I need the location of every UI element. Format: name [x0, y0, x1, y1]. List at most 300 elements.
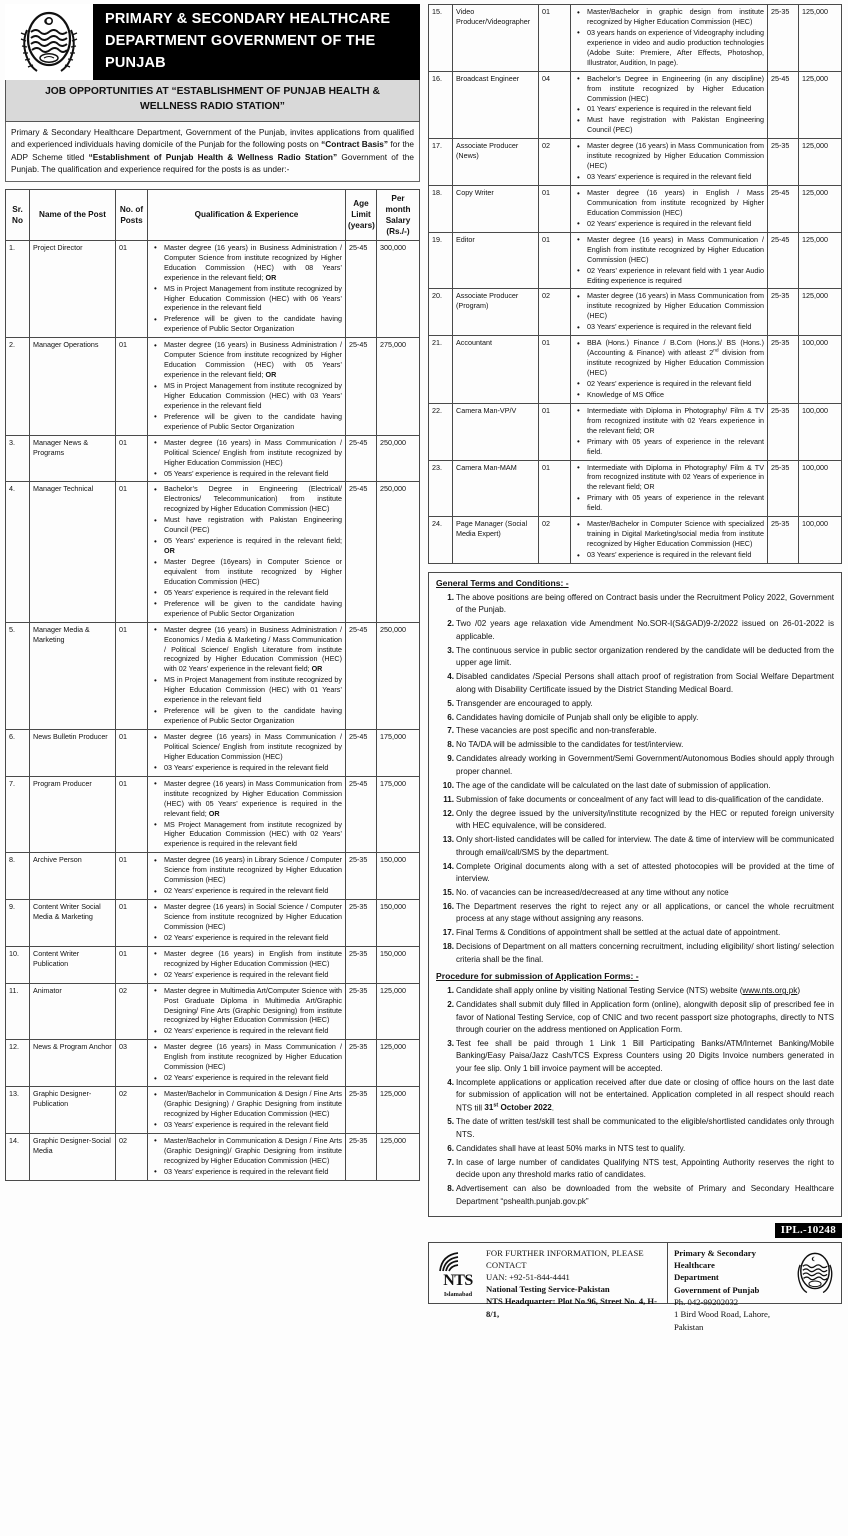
intro-paragraph: Primary & Secondary Healthcare Department, Government of the Punjab, invites applications from qualified and experienced individuals having domicile of the Punjab for the following posts on “Contract Basis” for the ADP Scheme titled “Establishment of Punjab Health & Wellness Radio Station” Government of the Punjab. The qualification and experience required for the posts is as under:- — [5, 122, 420, 182]
jobs-table-body-right — [429, 5, 842, 564]
table-row — [429, 186, 842, 233]
qualification-item: • Master degree (16 years) in Mass Communication / Political Science/ English from institute recognized by Higher Education Commission (HEC) — [162, 732, 342, 762]
qualification-item: • 03 Years’ experience is required in the relevant field — [162, 1167, 342, 1177]
qualification-item: • Master Degree (16years) in Computer Science or equivalent from institute recognized by Higher Education Commission (HEC) — [162, 557, 342, 587]
qualification-item: • 01 Years’ experience is required in the relevant field — [585, 104, 764, 114]
list-item: Transgender are encouraged to apply. — [456, 698, 593, 708]
cell-sr-no: 6. — [6, 730, 30, 777]
cell-salary: 125,000 — [377, 1087, 420, 1134]
qualification-item: • 03 Years’ experience is required in the relevant field — [585, 172, 764, 182]
cell-post-name: Camera Man-VP/V — [453, 403, 539, 460]
qualification-list — [574, 406, 764, 457]
cell-qualification — [148, 1040, 346, 1087]
header-title-line2: DEPARTMENT GOVERNMENT OF THE PUNJAB — [105, 33, 376, 71]
cell-no-of-posts: 02 — [116, 1133, 148, 1180]
cell-age-limit: 25-45 — [768, 186, 799, 233]
cell-no-of-posts: 01 — [539, 403, 571, 460]
list-item: The Department reserves the right to reject any or all applications, or cancel the whole recruitment process at any stage without assigning any reasons. — [456, 901, 834, 924]
cell-post-name: Program Producer — [30, 776, 116, 853]
cell-salary: 125,000 — [799, 186, 842, 233]
cell-post-name: News & Program Anchor — [30, 1040, 116, 1087]
cell-age-limit: 25-35 — [768, 336, 799, 404]
qualification-item: • BBA (Hons.) Finance / B.Com (Hons.)/ BS (Hons.) (Accounting & Finance) with atleast 2nd division from institute recognized by Higher Education Commission (HEC) — [585, 338, 764, 378]
header-titles — [93, 4, 420, 80]
cell-post-name: Page Manager (Social Media Expert) — [453, 517, 539, 564]
cell-no-of-posts: 01 — [116, 946, 148, 983]
cell-age-limit: 25-45 — [346, 776, 377, 853]
table-row — [6, 946, 420, 983]
table-row — [6, 776, 420, 853]
cell-sr-no: 18. — [429, 186, 453, 233]
cell-sr-no: 15. — [429, 5, 453, 72]
table-row — [429, 403, 842, 460]
qualification-item: • Master degree (16 years) in Mass Communication from institute recognized by Higher Education Commission (HEC) with 05 Years’ experience is required in the relevant field; OR — [162, 779, 342, 819]
table-row — [429, 71, 842, 139]
ipl-number-badge: IPL.-10248 — [775, 1223, 842, 1238]
qualification-item: • Master/Bachelor in graphic design from institute recognized by Higher Education Commission (HEC) — [585, 7, 764, 27]
qualification-item: • Preference will be given to the candidate having experience of Public Sector Organization — [162, 706, 342, 726]
contact-heading: FOR FURTHER INFORMATION, PLEASE CONTACT — [486, 1247, 644, 1270]
cell-sr-no: 22. — [429, 403, 453, 460]
table-row — [429, 517, 842, 564]
qualification-item: • MS in Project Management from institute recognized by Higher Education Commission (HEC) with 01 Years’ experience in the relevant field — [162, 675, 342, 705]
table-header-row — [6, 189, 420, 240]
nts-contact-block — [429, 1243, 668, 1319]
qualification-list — [151, 779, 342, 850]
cell-salary: 125,000 — [799, 139, 842, 186]
qualification-item: • Master degree (16 years) in Social Science / Computer Science from institute recognized by Higher Education Commission (HEC) — [162, 902, 342, 932]
qualification-list — [151, 625, 342, 726]
cell-salary: 100,000 — [799, 336, 842, 404]
dept-line1: Primary & Secondary Healthcare — [673, 1247, 756, 1270]
cell-age-limit: 25-35 — [346, 900, 377, 947]
qualification-item: • Intermediate with Diploma in Photography/ Film & TV from recognized institute with 02 Years of experience in the relevant field; OR — [585, 463, 764, 493]
cell-salary: 125,000 — [799, 71, 842, 139]
general-terms-list — [436, 592, 834, 966]
cell-no-of-posts: 01 — [116, 776, 148, 853]
qualification-item: • 02 Years’ experience is required in the relevant field — [162, 933, 342, 943]
cell-salary: 250,000 — [377, 435, 420, 482]
cell-qualification — [148, 435, 346, 482]
qualification-item: • MS Project Management from institute recognized by Higher Education Commission (HEC) with 02 Years’ experience is required in the relevant field — [162, 820, 342, 850]
cell-qualification — [148, 946, 346, 983]
qualification-item: • Master degree (16 years) in Mass Communication from institute recognized by Higher Education Commission (HEC) — [585, 291, 764, 321]
column-header-qualification: Qualification & Experience — [148, 189, 346, 240]
cell-age-limit: 25-35 — [768, 139, 799, 186]
qualification-list — [151, 1136, 342, 1177]
cell-salary: 100,000 — [799, 460, 842, 517]
cell-salary: 275,000 — [377, 338, 420, 435]
qualification-list — [574, 338, 764, 400]
department-contact-text — [673, 1247, 792, 1332]
jobs-table-body-left — [6, 240, 420, 1180]
qualification-item: • Bachelor’s Degree in Engineering (in any discipline) from institute recognized by Higher Education Commission (HEC) — [585, 74, 764, 104]
table-row — [429, 336, 842, 404]
punjab-government-emblem-footer-icon — [792, 1247, 838, 1300]
nts-city-label: Islamabad — [443, 1290, 473, 1298]
ipl-number-wrapper — [428, 1220, 842, 1238]
qualification-list — [574, 235, 764, 286]
qualification-list — [151, 484, 342, 618]
cell-no-of-posts: 01 — [539, 460, 571, 517]
cell-sr-no: 2. — [6, 338, 30, 435]
table-row — [6, 853, 420, 900]
cell-sr-no: 3. — [6, 435, 30, 482]
cell-post-name: Associate Producer (Program) — [453, 289, 539, 336]
cell-qualification — [571, 232, 768, 289]
list-item: The age of the candidate will be calculated on the last date of submission of application. — [456, 780, 771, 790]
table-row — [6, 435, 420, 482]
cell-qualification — [148, 338, 346, 435]
qualification-item: • 03 Years’ experience is required in the relevant field — [162, 763, 342, 773]
qualification-item: • Preference will be given to the candidate having experience of Public Sector Organization — [162, 314, 342, 334]
qualification-item: • 05 Years’ experience is required in the relevant field — [162, 588, 342, 598]
cell-no-of-posts: 01 — [116, 622, 148, 729]
qualification-list — [574, 463, 764, 514]
qualification-list — [151, 243, 342, 334]
cell-age-limit: 25-35 — [346, 1133, 377, 1180]
list-item: Final Terms & Conditions of appointment shall be settled at the actual date of appointment. — [456, 928, 781, 938]
cell-qualification — [148, 900, 346, 947]
nts-contact-text — [484, 1247, 664, 1320]
cell-no-of-posts: 01 — [116, 482, 148, 622]
cell-qualification — [148, 853, 346, 900]
qualification-list — [574, 291, 764, 332]
cell-qualification — [148, 730, 346, 777]
cell-qualification — [148, 1087, 346, 1134]
qualification-item: • Knowledge of MS Office — [585, 390, 764, 400]
cell-age-limit: 25-45 — [768, 71, 799, 139]
list-item: These vacancies are post specific and non-transferable. — [456, 726, 657, 736]
cell-salary: 175,000 — [377, 730, 420, 777]
nts-wordmark: NTS — [443, 1271, 473, 1289]
list-item: Only short-listed candidates will be called for interview. The date & time of interview will be communicated through email/call/SMS by the department. — [456, 835, 834, 857]
qualification-item: • Primary with 05 years of experience in the relevant field. — [585, 437, 764, 457]
qualification-list — [151, 986, 342, 1037]
qualification-list — [574, 74, 764, 136]
list-item: Advertisement can also be downloaded from the website of Primary and Secondary Healthcare Department “pshealth.punjab.gov.pk” — [456, 1184, 834, 1206]
cell-qualification — [148, 622, 346, 729]
qualification-item: • Preference will be given to the candidate having experience of Public Sector Organization — [162, 412, 342, 432]
cell-qualification — [571, 403, 768, 460]
dept-address: 1 Bird Wood Road, Lahore, Pakistan — [673, 1309, 771, 1332]
cell-qualification — [571, 336, 768, 404]
table-row — [6, 1133, 420, 1180]
table-row — [6, 900, 420, 947]
cell-age-limit: 25-35 — [346, 853, 377, 900]
cell-salary: 100,000 — [799, 403, 842, 460]
list-item: Only the degree issued by the university/institute recognized by the HEC or reputed foreign university with HEC equivalence, will be considered. — [456, 808, 834, 831]
qualification-item: • MS in Project Management from institute recognized by Higher Education Commission (HEC) with 06 Years’ experience in the relevant field — [162, 284, 342, 314]
cell-qualification — [571, 289, 768, 336]
qualification-item: • 05 Years’ experience is required in the relevant field — [162, 469, 342, 479]
table-row — [429, 232, 842, 289]
qualification-item: • Master/Bachelor in Communication & Design / Fine Arts (Graphic Designing)/ Graphic Designing from institute recognized by Higher Education Commission (HEC) — [162, 1136, 342, 1166]
table-row — [6, 1087, 420, 1134]
list-item: The date of written test/skill test shall be communicated to the eligible/shortlisted candidates only through NTS. — [456, 1117, 834, 1139]
qualification-item: • MS in Project Management from institute recognized by Higher Education Commission (HEC) with 03 Years’ experience in the relevant field — [162, 381, 342, 411]
qualification-list — [151, 732, 342, 773]
cell-age-limit: 25-35 — [768, 403, 799, 460]
cell-post-name: Archive Person — [30, 853, 116, 900]
table-row — [6, 983, 420, 1040]
cell-post-name: Animator — [30, 983, 116, 1040]
document-header — [5, 4, 420, 80]
cell-no-of-posts: 02 — [539, 289, 571, 336]
qualification-item: • Master degree (16 years) in Mass Communication / English from institute recognized by Higher Education Commission (HEC) — [585, 235, 764, 265]
cell-salary: 150,000 — [377, 853, 420, 900]
qualification-item: • Must have registration with Pakistan Engineering Council (PEC) — [585, 115, 764, 135]
qualification-item: • Master degree (16 years) in Mass Communication from institute recognized by Higher Education Commission (HEC) — [585, 141, 764, 171]
qualification-item: • Intermediate with Diploma in Photography/ Film & TV from recognized institute with 02 Years experience in the relevant field; OR — [585, 406, 764, 436]
qualification-item: • 02 Years’ experience is required in the relevant field — [585, 219, 764, 229]
terms-and-procedure-box — [428, 572, 842, 1217]
cell-age-limit: 25-35 — [346, 983, 377, 1040]
cell-no-of-posts: 02 — [539, 139, 571, 186]
cell-qualification — [571, 517, 768, 564]
column-header-no-posts: No. of Posts — [116, 189, 148, 240]
qualification-item: • Master degree (16 years) in Mass Communication / Political Science/ English from institute recognized by Higher Education Commission (HEC) — [162, 438, 342, 468]
cell-age-limit: 25-35 — [768, 517, 799, 564]
cell-sr-no: 13. — [6, 1087, 30, 1134]
cell-salary: 300,000 — [377, 240, 420, 337]
cell-age-limit: 25-45 — [346, 622, 377, 729]
nts-uan: UAN: +92-51-844-4441 — [486, 1271, 570, 1282]
cell-age-limit: 25-45 — [346, 482, 377, 622]
list-item: No TA/DA will be admissible to the candidates for test/interview. — [456, 740, 684, 750]
qualification-item: • Primary with 05 years of experience in the relevant field. — [585, 493, 764, 513]
nts-signal-icon — [436, 1251, 480, 1273]
qualification-list — [151, 949, 342, 980]
cell-age-limit: 25-35 — [768, 289, 799, 336]
cell-sr-no: 21. — [429, 336, 453, 404]
qualification-item: • 02 Years’ experience is required in the relevant field — [162, 1026, 342, 1036]
list-item: Two /02 years age relaxation vide Amendment No.SOR-I(S&GAD)9-2/2022 issued on 26-01-2022 is applicable. — [456, 619, 834, 641]
nts-address: NTS Headquarter: Plot No.96, Street No. 4, H-8/1, — [486, 1296, 657, 1319]
qualification-item: • Bachelor’s Degree in Engineering (Electrical/ Electronics/ Telecommunication) from institute recognized by Higher Education Commission (HEC) — [162, 484, 342, 514]
table-row — [6, 338, 420, 435]
table-row — [6, 730, 420, 777]
cell-post-name: Broadcast Engineer — [453, 71, 539, 139]
department-contact-block — [668, 1243, 841, 1332]
procedure-list — [436, 985, 834, 1208]
cell-qualification — [571, 186, 768, 233]
table-row — [429, 5, 842, 72]
cell-sr-no: 5. — [6, 622, 30, 729]
cell-sr-no: 11. — [6, 983, 30, 1040]
cell-sr-no: 10. — [6, 946, 30, 983]
header-title-line1: PRIMARY & SECONDARY HEALTHCARE — [105, 11, 391, 28]
cell-post-name: Content Writer Social Media & Marketing — [30, 900, 116, 947]
column-header-age-limit: Age Limit (years) — [346, 189, 377, 240]
cell-qualification — [148, 1133, 346, 1180]
qualification-item: • 03 Years’ experience is required in the relevant field — [585, 322, 764, 332]
cell-sr-no: 17. — [429, 139, 453, 186]
cell-post-name: Accountant — [453, 336, 539, 404]
cell-post-name: Copy Writer — [453, 186, 539, 233]
qualification-list — [151, 1042, 342, 1083]
cell-no-of-posts: 01 — [116, 900, 148, 947]
cell-salary: 125,000 — [799, 5, 842, 72]
cell-no-of-posts: 01 — [116, 435, 148, 482]
table-row — [6, 1040, 420, 1087]
qualification-item: • Master degree (16 years) in Business Administration / Computer Science from institute recognized by Higher Education Commission (HEC) with 05 Years’ experience in the relevant field; OR — [162, 340, 342, 380]
cell-no-of-posts: 01 — [539, 186, 571, 233]
cell-sr-no: 19. — [429, 232, 453, 289]
cell-age-limit: 25-35 — [346, 1087, 377, 1134]
table-row — [429, 139, 842, 186]
cell-qualification — [148, 240, 346, 337]
nts-logo — [432, 1247, 484, 1298]
qualification-item: • 02 Years’ experience is required in the relevant field — [162, 970, 342, 980]
qualification-item: • 03 Years’ experience is required in the relevant field — [162, 1120, 342, 1130]
jobs-table-part1 — [5, 189, 420, 1181]
job-opportunities-banner: JOB OPPORTUNITIES AT “ESTABLISHMENT OF PUNJAB HEALTH & WELLNESS RADIO STATION” — [5, 80, 420, 122]
list-item: The above positions are being offered on Contract basis under the Recruitment Policy 2022, Government of the Punjab. — [456, 592, 834, 615]
qualification-item: • Master degree (16 years) in Mass Communication / English from institute recognized by Higher Education Commission (HEC) — [162, 1042, 342, 1072]
cell-salary: 150,000 — [377, 900, 420, 947]
qualification-list — [574, 7, 764, 68]
cell-qualification — [571, 71, 768, 139]
cell-age-limit: 25-45 — [346, 240, 377, 337]
list-item: Incomplete applications or application received after due date or closing of office hours on the last date for submission of application will not be entertained. Application completed in all respect should reach NTS till 31st October 2022. — [456, 1077, 834, 1113]
cell-sr-no: 16. — [429, 71, 453, 139]
cell-no-of-posts: 01 — [116, 853, 148, 900]
qualification-item: • Master degree (16 years) in English / Mass Communication from institute recognized by Higher Education Commission (HEC) — [585, 188, 764, 218]
qualification-list — [574, 519, 764, 560]
cell-post-name: Graphic Designer-Social Media — [30, 1133, 116, 1180]
list-item: Decisions of Department on all matters concerning recruitment, including eligibility/ short listing/ selection criteria shall be the final. — [456, 942, 834, 964]
general-terms-title: General Terms and Conditions: - — [436, 577, 569, 588]
cell-qualification — [571, 460, 768, 517]
cell-post-name: News Bulletin Producer — [30, 730, 116, 777]
cell-no-of-posts: 02 — [116, 1087, 148, 1134]
cell-post-name: Manager Technical — [30, 482, 116, 622]
dept-phone: Ph. 042-99202032 — [673, 1296, 739, 1307]
cell-no-of-posts: 01 — [116, 338, 148, 435]
qualification-list — [574, 188, 764, 229]
cell-sr-no: 7. — [6, 776, 30, 853]
cell-sr-no: 9. — [6, 900, 30, 947]
cell-salary: 125,000 — [799, 232, 842, 289]
qualification-list — [151, 340, 342, 431]
cell-qualification — [148, 983, 346, 1040]
procedure-title: Procedure for submission of Application Forms: - — [436, 971, 639, 982]
cell-salary: 150,000 — [377, 946, 420, 983]
qualification-item: • Master degree (16 years) in Business Administration / Economics / Media & Marketing / Mass Communication / Political Science/ English Literature from institute recognized by Higher Education Commission (HEC) with 02 Years’ experience in the relevant field; OR — [162, 625, 342, 675]
cell-sr-no: 24. — [429, 517, 453, 564]
cell-sr-no: 23. — [429, 460, 453, 517]
cell-sr-no: 20. — [429, 289, 453, 336]
list-item: Candidates already working in Government/Semi Government/Autonomous Bodies should apply through proper channel. — [456, 754, 834, 776]
qualification-list — [151, 1089, 342, 1130]
cell-no-of-posts: 04 — [539, 71, 571, 139]
cell-age-limit: 25-35 — [768, 460, 799, 517]
qualification-item: • Master degree (16 years) in English from institute recognized by Higher Education Commission (HEC) — [162, 949, 342, 969]
cell-sr-no: 1. — [6, 240, 30, 337]
cell-no-of-posts: 03 — [116, 1040, 148, 1087]
dept-line3: Government of Punjab — [673, 1284, 760, 1295]
cell-qualification — [148, 776, 346, 853]
cell-post-name: Manager Operations — [30, 338, 116, 435]
cell-age-limit: 25-45 — [346, 338, 377, 435]
punjab-government-emblem-icon — [5, 4, 93, 80]
list-item: The continuous service in public sector organization rendered by the candidate will be deducted from the upper age limit. — [456, 645, 834, 668]
qualification-list — [574, 141, 764, 182]
table-row — [6, 482, 420, 622]
qualification-item: • 02 Years’ experience is required in the relevant field — [162, 1073, 342, 1083]
qualification-list — [151, 902, 342, 943]
cell-no-of-posts: 01 — [116, 730, 148, 777]
right-column — [424, 0, 848, 1536]
qualification-item: • 05 Years’ experience is required in the relevant field; OR — [162, 536, 342, 556]
qualification-item: • Master degree (16 years) in Business Administration / Computer Science from institute recognized by Higher Education Commission (HEC) with 08 Years’ experience in the relevant field; OR — [162, 243, 342, 283]
cell-sr-no: 4. — [6, 482, 30, 622]
cell-post-name: Video Producer/Videographer — [453, 5, 539, 72]
list-item: Candidate shall apply online by visiting National Testing Service (NTS) website (www.nts.org.pk) — [456, 986, 801, 996]
cell-salary: 250,000 — [377, 482, 420, 622]
list-item: Complete Original documents along with a set of attested photocopies will be provided at the time of interview. — [456, 861, 834, 883]
table-row — [429, 460, 842, 517]
cell-qualification — [571, 139, 768, 186]
cell-post-name: Editor — [453, 232, 539, 289]
cell-no-of-posts: 01 — [539, 232, 571, 289]
dept-line2: Department — [673, 1272, 719, 1283]
footer-contact-bar — [428, 1242, 842, 1332]
list-item: Candidates having domicile of Punjab shall only be eligible to apply. — [456, 712, 699, 722]
cell-salary: 125,000 — [377, 1133, 420, 1180]
qualification-item: • 03 Years’ experience is required in the relevant field — [585, 550, 764, 560]
cell-post-name: Manager News & Programs — [30, 435, 116, 482]
column-header-salary: Per month Salary (Rs./-) — [377, 189, 420, 240]
qualification-item: • 03 years hands on experience of Videography including experience in video and audio production technologies (Adobe Suite: Premiere, After Effects, Photoshop, Illustrator, Audition, In page). — [585, 28, 764, 68]
qualification-item: • Master degree in Multimedia Art/Computer Science with Post Graduate Diploma in Multimedia Art/Graphic Designing/ Fine Arts (Graphic Designing) from institute recognized by Higher Education Commission (HEC) — [162, 986, 342, 1026]
cell-sr-no: 14. — [6, 1133, 30, 1180]
cell-age-limit: 25-45 — [768, 232, 799, 289]
cell-salary: 250,000 — [377, 622, 420, 729]
cell-salary: 125,000 — [377, 983, 420, 1040]
jobs-table-part2 — [428, 4, 842, 564]
cell-sr-no: 8. — [6, 853, 30, 900]
qualification-item: • 02 Years’ experience in relevant field with 1 year Audio Editing experience is required — [585, 266, 764, 286]
table-row — [6, 622, 420, 729]
cell-sr-no: 12. — [6, 1040, 30, 1087]
cell-post-name: Camera Man-MAM — [453, 460, 539, 517]
qualification-item: • Preference will be given to the candidate having experience of Public Sector Organization — [162, 599, 342, 619]
qualification-list — [151, 855, 342, 896]
cell-salary: 125,000 — [799, 289, 842, 336]
cell-age-limit: 25-35 — [768, 5, 799, 72]
cell-qualification — [148, 482, 346, 622]
nts-name: National Testing Service-Pakistan — [486, 1284, 610, 1295]
qualification-item: • 02 Years’ experience is required in the relevant field — [585, 379, 764, 389]
cell-salary: 175,000 — [377, 776, 420, 853]
cell-post-name: Content Writer Publication — [30, 946, 116, 983]
cell-age-limit: 25-45 — [346, 435, 377, 482]
cell-post-name: Project Director — [30, 240, 116, 337]
list-item: Test fee shall be paid through 1 Link 1 Bill Participating Banks/ATM/Internet Banking/Mobile Banking/Easy Paisa/Jazz Cash/TCS Express Counters using 20 Digits Invoice numbers generated in your fee slip. Only 1 bill invoice payment will be accepted. — [456, 1038, 834, 1073]
qualification-list — [151, 438, 342, 479]
table-row — [6, 240, 420, 337]
cell-post-name: Graphic Designer-Publication — [30, 1087, 116, 1134]
cell-salary: 125,000 — [377, 1040, 420, 1087]
column-header-post: Name of the Post — [30, 189, 116, 240]
list-item: No. of vacancies can be increased/decreased at any time without any notice — [456, 887, 729, 897]
list-item: Candidates shall have at least 50% marks in NTS test to qualify. — [456, 1143, 686, 1153]
qualification-item: • Master degree (16 years) in Library Science / Computer Science from institute recognized by Higher Education Commission (HEC) — [162, 855, 342, 885]
column-header-sr-no: Sr. No — [6, 189, 30, 240]
cell-no-of-posts: 02 — [539, 517, 571, 564]
